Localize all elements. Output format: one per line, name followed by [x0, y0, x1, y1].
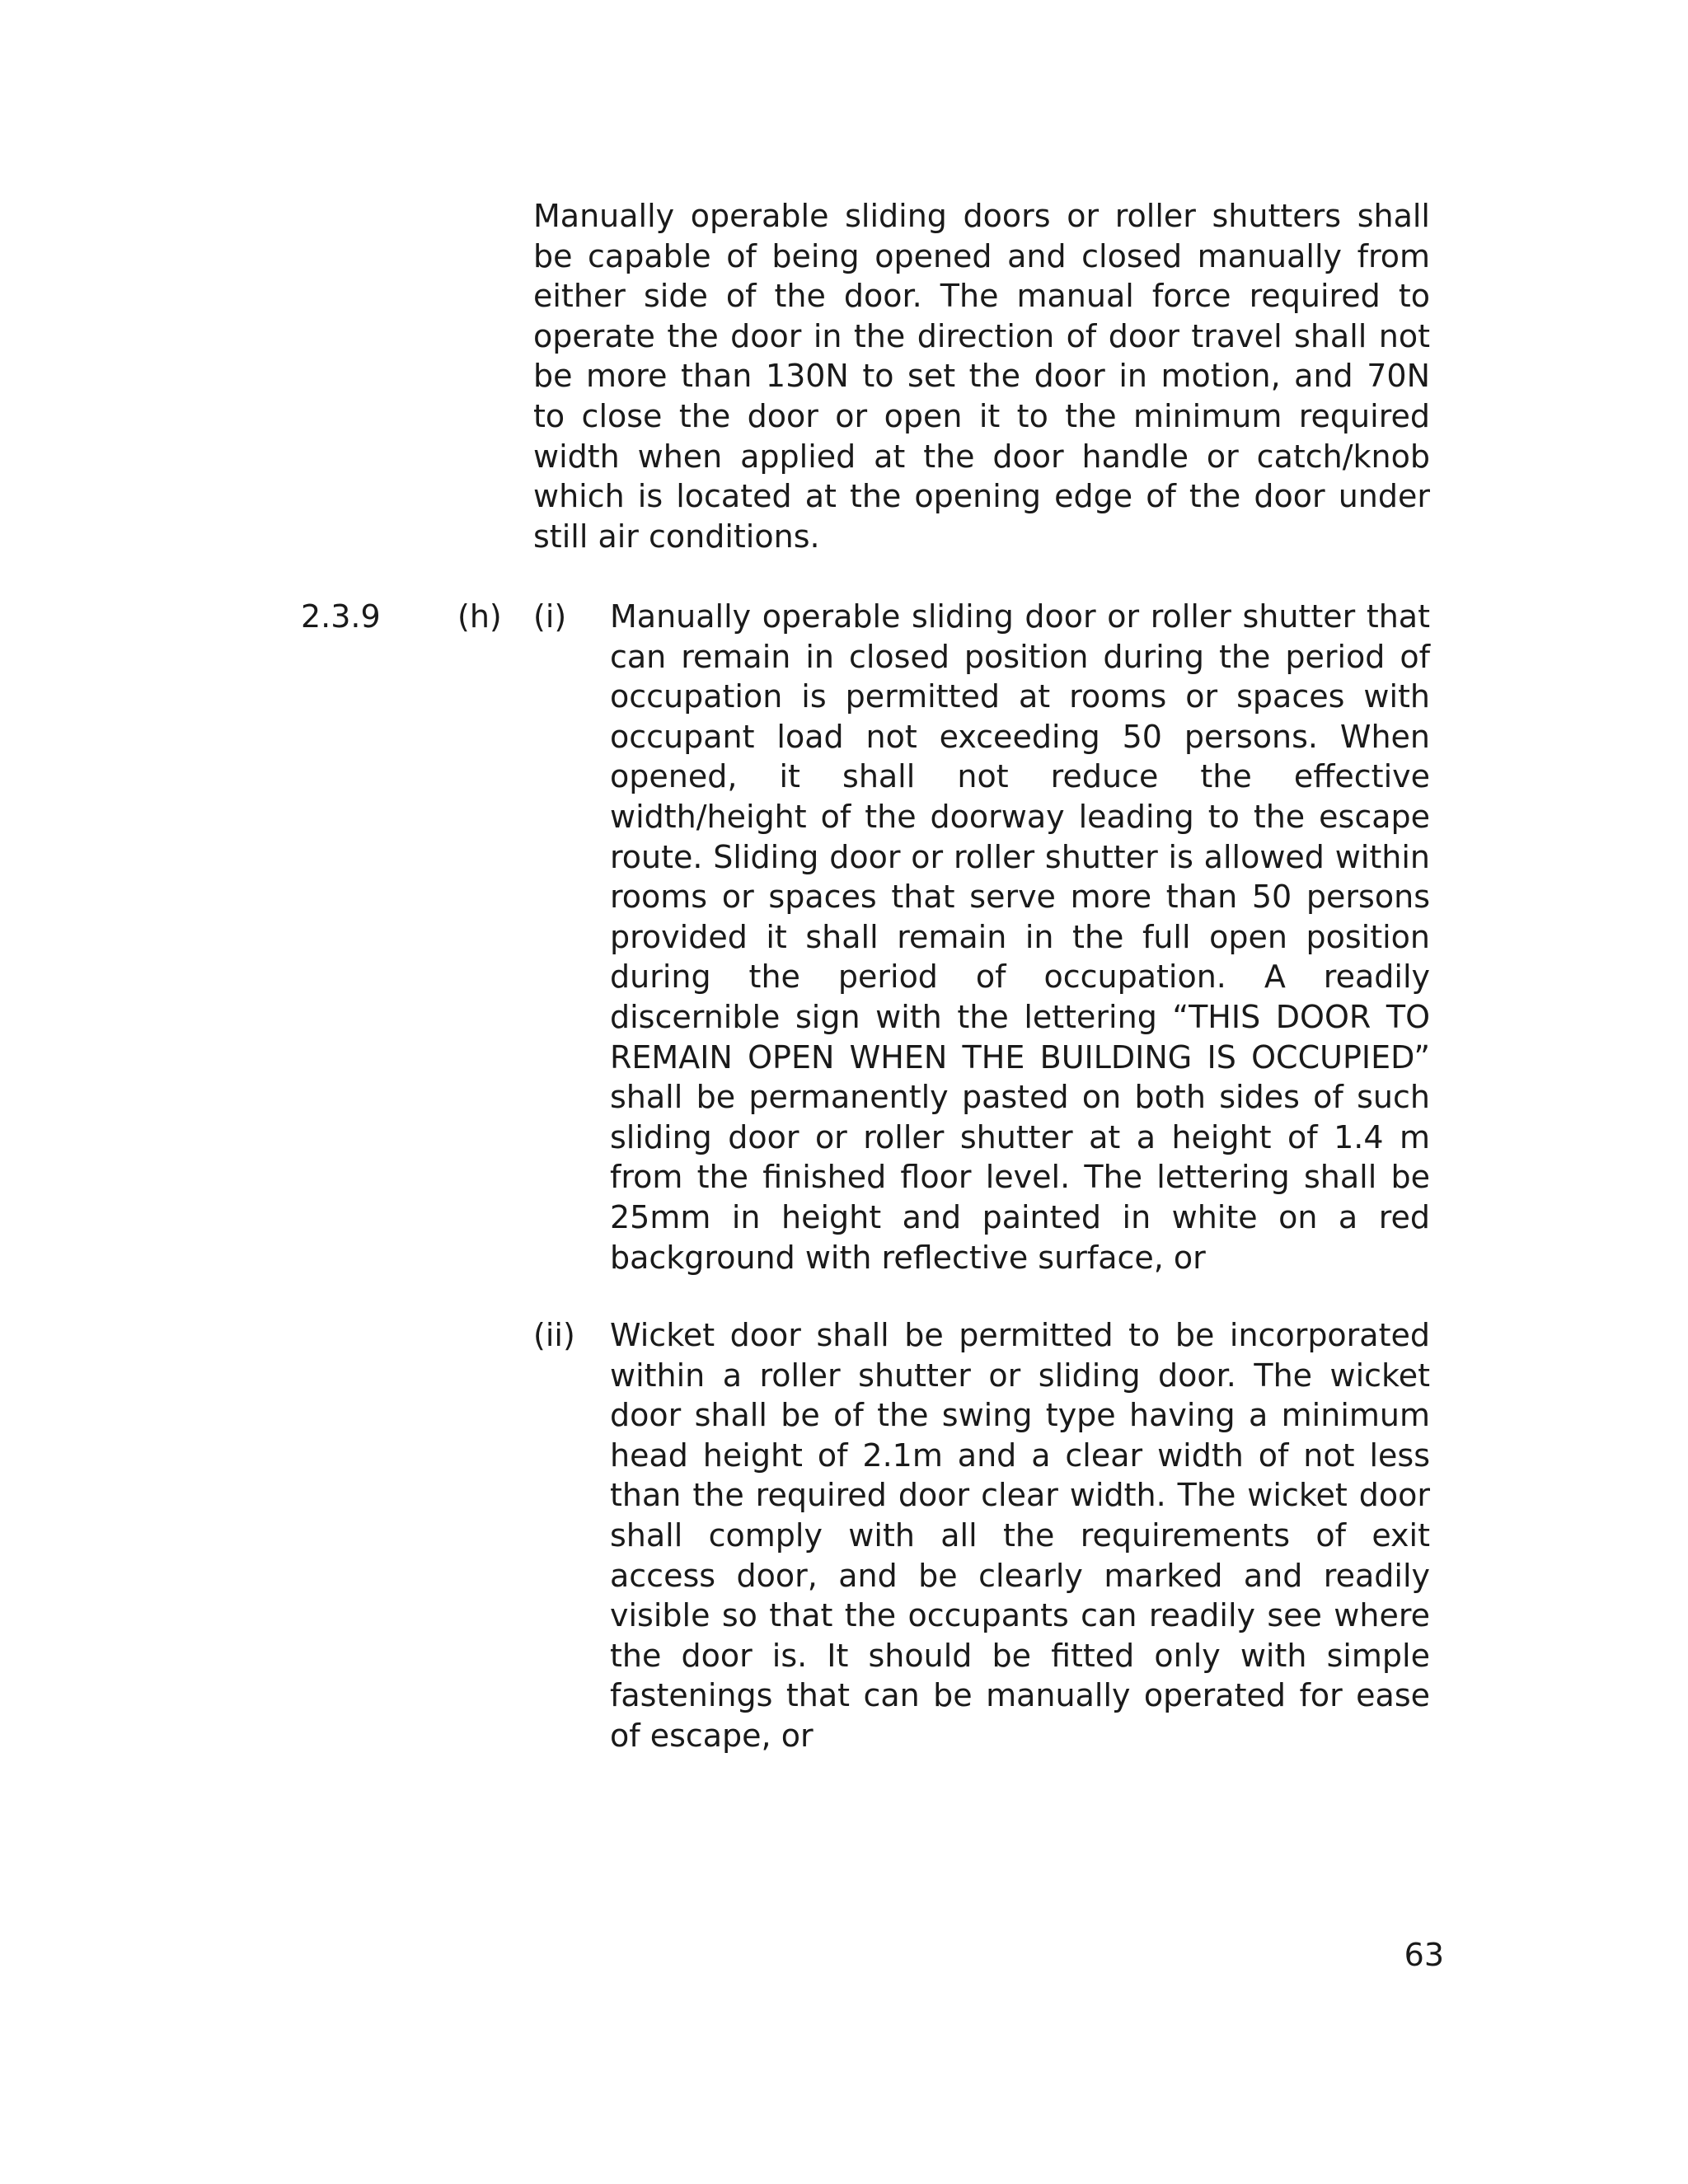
item-label-ii: (ii) [533, 1317, 575, 1353]
section-number: 2.3.9 [301, 598, 381, 635]
item-text-ii: Wicket door shall be permitted to be incorporated within a roller shutter or sliding door. The wicket door shall be of the swing type having a minimum head height of 2.1m and a clear width of not less than the required door clear width. The wicket door shall comply with all the requirements of exit access door, and be clearly marked and readily visible so that the occupants can readily see where the door is. It should be fitted only with simple fastenings that can be manually operated for ease of escape, or [610, 1317, 1430, 1754]
item-text-i: Manually operable sliding door or roller shutter that can remain in closed position during the period of occupation is permitted at rooms or spaces with occupant load not exceeding 50 persons. When opened, it shall not reduce the effective width/height of the doorway leading to the escape route. Sliding door or roller shutter is allowed within rooms or spaces that serve more than 50 persons provided it shall remain in the full open position during the period of occupation. A readily discernible sign with the lettering “THIS DOOR TO REMAIN OPEN WHEN THE BUILDING IS OCCUPIED” shall be permanently pasted on both sides of such sliding door or roller shutter at a height of 1.4 m from the finished floor level. The lettering shall be 25mm in height and painted in white on a red background with reflective surface, or [610, 598, 1430, 1276]
item-label-i: (i) [533, 598, 567, 635]
page-number: 63 [1404, 1937, 1444, 1973]
intro-paragraph: Manually operable sliding doors or roller shutters shall be capable of being opened and closed manually from either side of the door. The manual force required to operate the door in the direction of door travel shall not be more than 130N to set the door in motion, and 70N to close the door or open it to the minimum required width when applied at the door handle or catch/knob which is located at the opening edge of the door under still air conditions. [533, 198, 1430, 555]
clause-label: (h) [457, 598, 502, 635]
